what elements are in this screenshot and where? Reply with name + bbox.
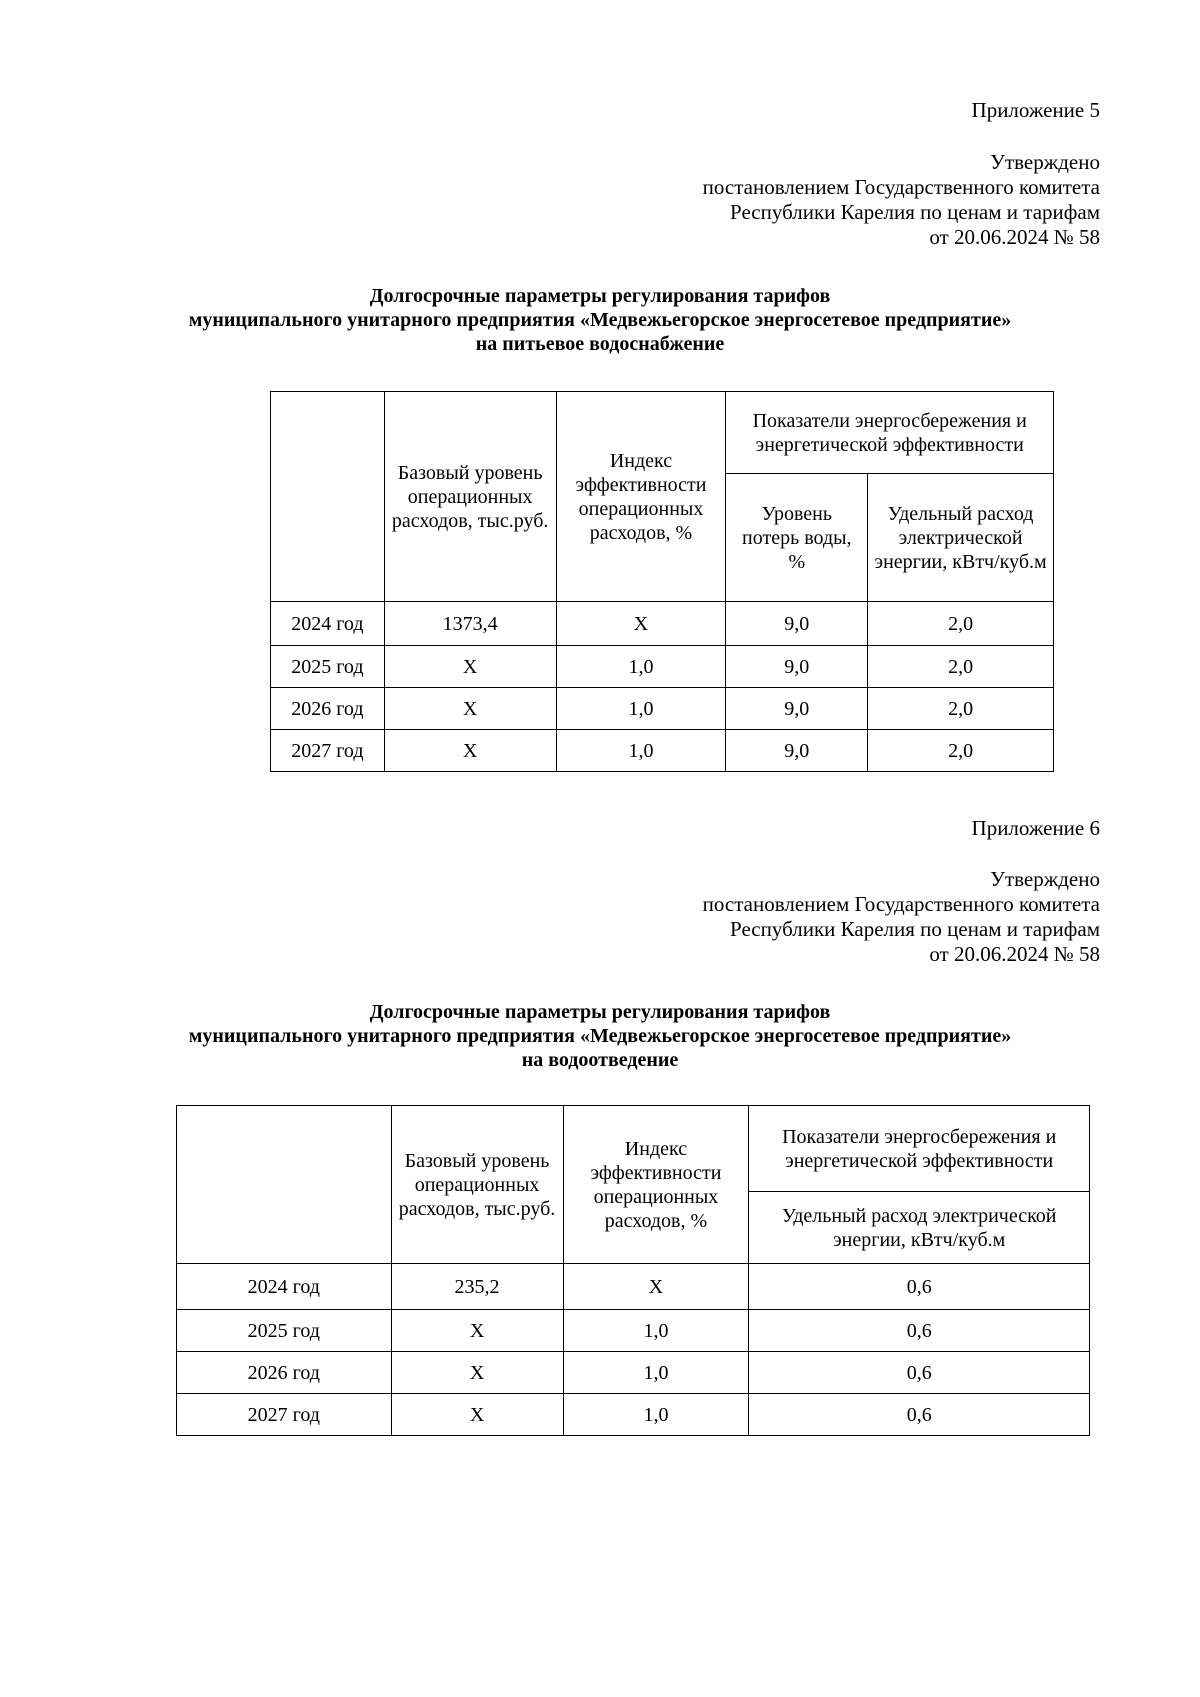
header-energy-indicators: Показатели энергосбережения и энергетической эффективности bbox=[749, 1106, 1090, 1192]
base-cell: Х bbox=[384, 730, 556, 772]
table-row bbox=[177, 1264, 1090, 1310]
appendix-5-approval bbox=[703, 150, 1100, 250]
energy-cell: 0,6 bbox=[749, 1264, 1090, 1310]
approval-line: Республики Карелия по ценам и тарифам bbox=[730, 200, 1100, 224]
index-cell: 1,0 bbox=[556, 646, 726, 688]
header-energy-indicators: Показатели энергосбережения и энергетической эффективности bbox=[726, 392, 1054, 474]
base-cell: Х bbox=[384, 646, 556, 688]
table-row bbox=[177, 1310, 1090, 1352]
loss-cell: 9,0 bbox=[726, 602, 868, 646]
appendix-5-table bbox=[270, 391, 1054, 772]
appendix-6-table bbox=[176, 1105, 1090, 1436]
loss-cell: 9,0 bbox=[726, 688, 868, 730]
index-cell: 1,0 bbox=[556, 688, 726, 730]
approval-line: от 20.06.2024 № 58 bbox=[929, 942, 1100, 966]
table-row bbox=[271, 646, 1054, 688]
energy-cell: 2,0 bbox=[868, 646, 1054, 688]
title-line: муниципального унитарного предприятия «Медвежьегорское энергосетевое предприятие» bbox=[188, 1025, 1012, 1047]
base-cell: 1373,4 bbox=[384, 602, 556, 646]
energy-cell: 2,0 bbox=[868, 688, 1054, 730]
approval-line: постановлением Государственного комитета bbox=[702, 892, 1100, 916]
header-efficiency-index: Индекс эффективности операционных расходов, % bbox=[563, 1106, 749, 1264]
header-energy-consumption: Удельный расход электрической энергии, кВтч/куб.м bbox=[749, 1192, 1090, 1264]
title-line: муниципального унитарного предприятия «Медвежьегорское энергосетевое предприятие» bbox=[188, 309, 1012, 331]
corner-cell bbox=[177, 1106, 392, 1264]
appendix-6-label: Приложение 6 bbox=[971, 816, 1100, 840]
index-cell: 1,0 bbox=[556, 730, 726, 772]
year-cell: 2024 год bbox=[177, 1264, 392, 1310]
index-cell: Х bbox=[563, 1264, 749, 1310]
table-row bbox=[271, 688, 1054, 730]
approval-line: Республики Карелия по ценам и тарифам bbox=[730, 917, 1100, 941]
approval-line: Утверждено bbox=[990, 150, 1100, 174]
year-cell: 2027 год bbox=[177, 1394, 392, 1436]
base-cell: Х bbox=[391, 1394, 563, 1436]
year-cell: 2025 год bbox=[271, 646, 385, 688]
appendix-5-label: Приложение 5 bbox=[971, 98, 1100, 122]
header-base-opex: Базовый уровень операционных расходов, тыс.руб. bbox=[384, 392, 556, 602]
loss-cell: 9,0 bbox=[726, 646, 868, 688]
title-line: на водоотведение bbox=[521, 1049, 679, 1071]
appendix-6-title bbox=[0, 1000, 1200, 1072]
base-cell: Х bbox=[391, 1310, 563, 1352]
year-cell: 2024 год bbox=[271, 602, 385, 646]
header-energy-consumption: Удельный расход электрической энергии, кВтч/куб.м bbox=[868, 474, 1054, 602]
index-cell: Х bbox=[556, 602, 726, 646]
loss-cell: 9,0 bbox=[726, 730, 868, 772]
year-cell: 2026 год bbox=[177, 1352, 392, 1394]
year-cell: 2025 год bbox=[177, 1310, 392, 1352]
base-cell: Х bbox=[384, 688, 556, 730]
title-line: на питьевое водоснабжение bbox=[475, 333, 725, 355]
table-row bbox=[271, 602, 1054, 646]
header-efficiency-index: Индекс эффективности операционных расходов, % bbox=[556, 392, 726, 602]
table-row bbox=[177, 1352, 1090, 1394]
index-cell: 1,0 bbox=[563, 1394, 749, 1436]
header-base-opex: Базовый уровень операционных расходов, тыс.руб. bbox=[391, 1106, 563, 1264]
table-row bbox=[177, 1394, 1090, 1436]
year-cell: 2026 год bbox=[271, 688, 385, 730]
approval-line: Утверждено bbox=[990, 867, 1100, 891]
year-cell: 2027 год bbox=[271, 730, 385, 772]
base-cell: Х bbox=[391, 1352, 563, 1394]
index-cell: 1,0 bbox=[563, 1352, 749, 1394]
energy-cell: 0,6 bbox=[749, 1394, 1090, 1436]
header-water-loss: Уровень потерь воды, % bbox=[726, 474, 868, 602]
energy-cell: 2,0 bbox=[868, 730, 1054, 772]
title-line: Долгосрочные параметры регулирования тарифов bbox=[369, 285, 831, 307]
energy-cell: 2,0 bbox=[868, 602, 1054, 646]
appendix-6-approval bbox=[703, 867, 1100, 967]
energy-cell: 0,6 bbox=[749, 1310, 1090, 1352]
appendix-5-title bbox=[0, 284, 1200, 356]
title-line: Долгосрочные параметры регулирования тарифов bbox=[369, 1001, 831, 1023]
base-cell: 235,2 bbox=[391, 1264, 563, 1310]
corner-cell bbox=[271, 392, 385, 602]
approval-line: постановлением Государственного комитета bbox=[702, 175, 1100, 199]
energy-cell: 0,6 bbox=[749, 1352, 1090, 1394]
approval-line: от 20.06.2024 № 58 bbox=[929, 225, 1100, 249]
index-cell: 1,0 bbox=[563, 1310, 749, 1352]
table-row bbox=[271, 730, 1054, 772]
